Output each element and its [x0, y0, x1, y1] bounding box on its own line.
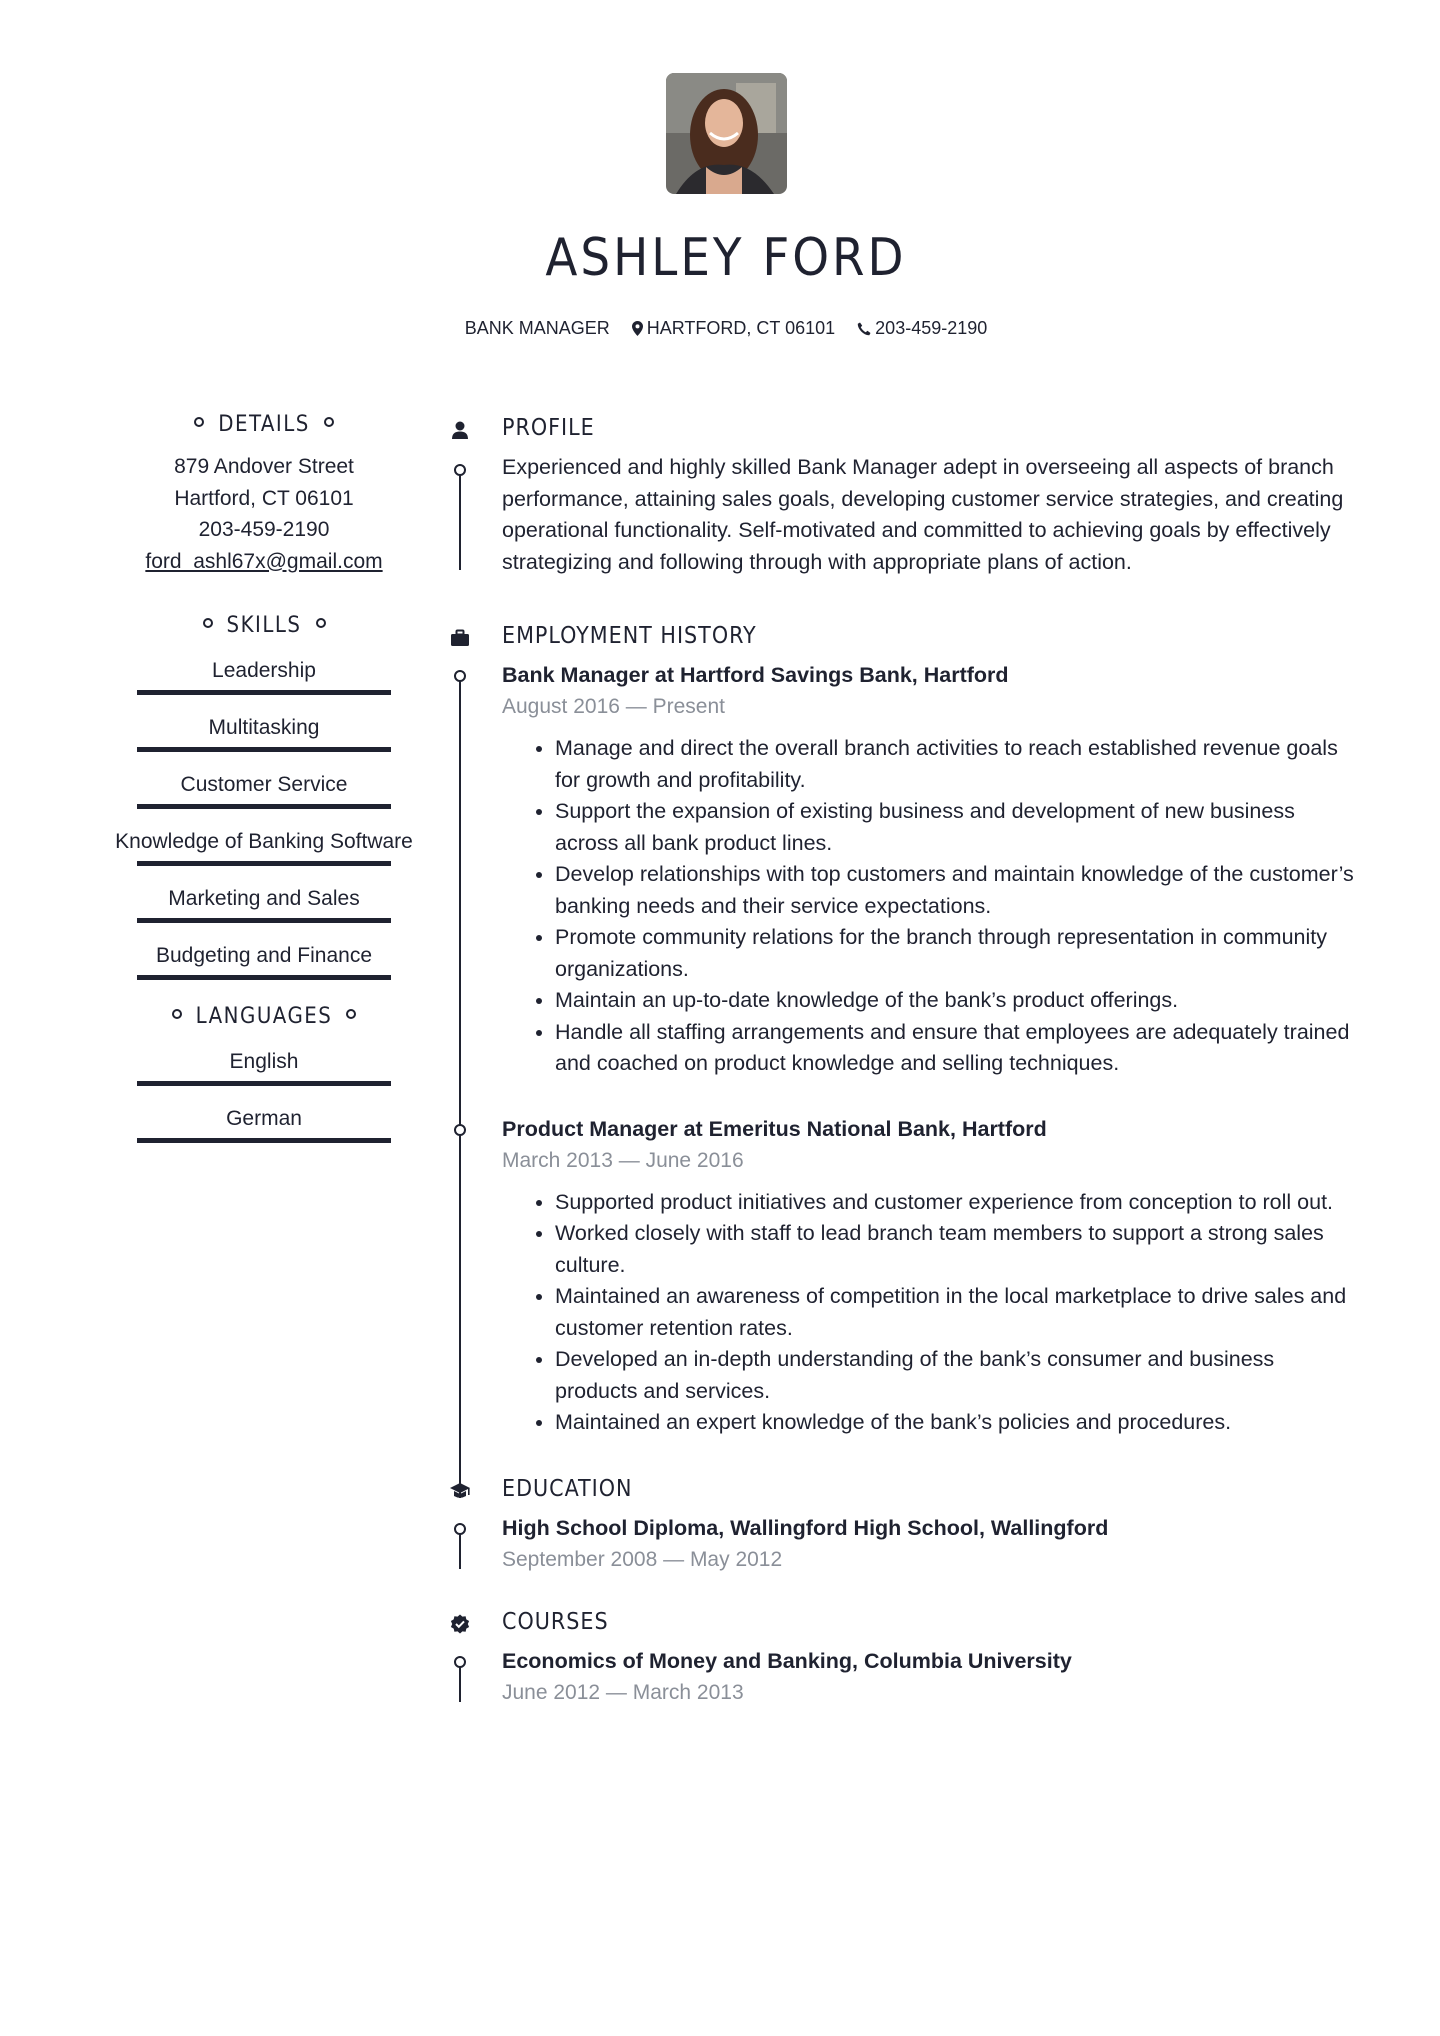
job-dates: March 2013 — June 2016: [502, 1148, 744, 1172]
bullet-ring-icon: [203, 618, 213, 628]
language-bar: [137, 1138, 391, 1143]
bullet-ring-icon: [316, 618, 326, 628]
profile-section: [440, 412, 1360, 578]
bullet-ring-icon: [346, 1009, 356, 1019]
timeline-line: [459, 680, 461, 1498]
timeline-line: [459, 474, 461, 570]
location-pin-icon: [632, 321, 643, 336]
job-title: Product Manager at Emeritus National Bank, Hartford: [502, 1116, 1047, 1141]
skills-heading: SKILLS: [100, 613, 428, 638]
education-heading: EDUCATION: [502, 1475, 633, 1502]
profile-summary: Experienced and highly skilled Bank Manager adept in overseeing all aspects of branch performance, attaining sales goals, developing customer service strategies, and creating operational functionality. Self-motivated and committed to achieving goals by effectively strategizing and following through with appropriate plans of action.: [502, 455, 1344, 574]
main-content: [440, 412, 1360, 1719]
verified-badge-icon: [450, 1614, 470, 1634]
job-bullet: • Manage and direct the overall branch activities to reach established revenue goals for growth and profitability.: [555, 733, 1360, 796]
timeline-line: [459, 1666, 461, 1702]
email-link[interactable]: ford_ashl67x@gmail.com: [145, 549, 383, 573]
job-bullets: [502, 733, 1360, 1080]
profile-photo: [666, 73, 787, 194]
job-title: Bank Manager at Hartford Savings Bank, Hartford: [502, 663, 1009, 687]
skill-bar: [137, 804, 391, 809]
education-dates: September 2008 — May 2012: [502, 1547, 783, 1571]
job-bullet: • Developed an in-depth understanding of the bank’s consumer and business products and services.: [555, 1344, 1360, 1407]
job-dates: August 2016 — Present: [502, 695, 725, 718]
skill-bar: [137, 918, 391, 923]
bullet-ring-icon: [324, 417, 334, 427]
job-bullets: [502, 1187, 1360, 1439]
graduation-cap-icon: [450, 1481, 470, 1501]
location-label: HARTFORD, CT 06101: [646, 318, 836, 338]
job-bullet: • Supported product initiatives and customer experience from conception to roll out.: [555, 1187, 1360, 1219]
skill-bar: [137, 975, 391, 980]
details-phone: 203-459-2190: [198, 518, 330, 541]
job-bullet: • Support the expansion of existing business and development of new business across all bank product lines.: [555, 796, 1360, 859]
skill-bar: [137, 747, 391, 752]
address-city: Hartford, CT 06101: [174, 486, 354, 510]
person-icon: [450, 420, 470, 440]
courses-section: [440, 1606, 1360, 1709]
skill-item: Budgeting and Finance: [100, 937, 428, 980]
skills-list: [100, 652, 428, 980]
header-phone: 203-459-2190: [875, 318, 988, 338]
details-heading: DETAILS: [100, 412, 428, 437]
employment-section: [440, 620, 1360, 1439]
job-bullet: • Handle all staffing arrangements and ensure that employees are adequately trained and coached on product knowledge and selling techniques.: [555, 1017, 1360, 1080]
job-bullet: • Worked closely with staff to lead branch team members to support a strong sales culture.: [555, 1218, 1360, 1281]
bullet-ring-icon: [194, 417, 204, 427]
bullet-ring-icon: [172, 1009, 182, 1019]
job-bullet: • Develop relationships with top customers and maintain knowledge of the customer’s banking needs and their service expectations.: [555, 859, 1360, 922]
skill-item: Customer Service: [100, 766, 428, 809]
courses-heading: COURSES: [502, 1608, 609, 1635]
job-bullet: • Maintained an expert knowledge of the bank’s policies and procedures.: [555, 1407, 1360, 1439]
education-title: High School Diploma, Wallingford High School, Wallingford: [502, 1515, 1109, 1540]
course-title: Economics of Money and Banking, Columbia University: [502, 1648, 1072, 1673]
timeline-node: [454, 1124, 466, 1136]
languages-heading: LANGUAGES: [100, 1004, 428, 1029]
job-bullet: • Maintained an awareness of competition in the local marketplace to drive sales and customer retention rates.: [555, 1281, 1360, 1344]
job-entry: [502, 1114, 1360, 1439]
education-section: [440, 1473, 1360, 1576]
address-street: 879 Andover Street: [174, 455, 354, 478]
briefcase-icon: [450, 628, 470, 648]
skill-bar: [137, 690, 391, 695]
skill-bar: [137, 861, 391, 866]
skill-item: Marketing and Sales: [100, 880, 428, 923]
candidate-name: ASHLEY FORD: [545, 228, 907, 288]
profile-heading: PROFILE: [502, 415, 595, 441]
language-item: German: [100, 1100, 428, 1143]
employment-heading: EMPLOYMENT HISTORY: [502, 623, 757, 649]
languages-list: [100, 1043, 428, 1143]
skill-item: Leadership: [100, 652, 428, 695]
job-bullet: • Maintain an up-to-date knowledge of the bank’s product offerings.: [555, 985, 1360, 1017]
details-block: [100, 451, 428, 577]
sidebar: [100, 412, 428, 1157]
language-bar: [137, 1081, 391, 1086]
skill-item: Knowledge of Banking Software: [100, 823, 428, 866]
phone-icon: [857, 322, 871, 336]
job-bullet: • Promote community relations for the branch through representation in community organizations.: [555, 922, 1360, 985]
skill-item: Multitasking: [100, 709, 428, 752]
course-dates: June 2012 — March 2013: [502, 1680, 744, 1704]
language-item: English: [100, 1043, 428, 1086]
job-entry: [502, 660, 1360, 1080]
job-title-label: BANK MANAGER: [464, 318, 610, 338]
timeline-line: [459, 1533, 461, 1569]
contact-line: [0, 318, 1440, 339]
